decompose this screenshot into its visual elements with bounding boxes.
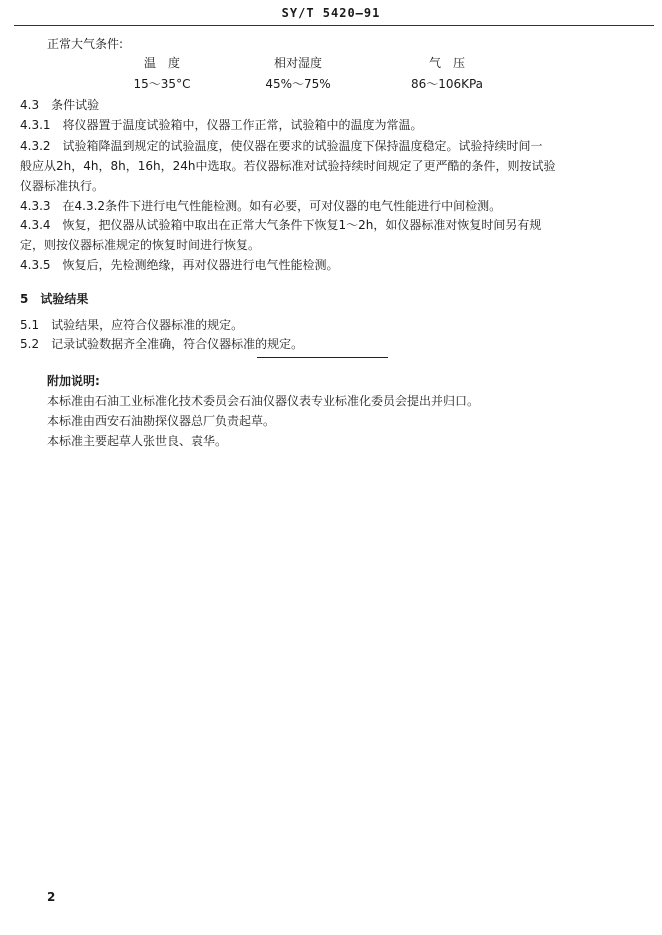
section-4-3-2-line-1: 4.3.2 试验箱降温到规定的试验温度，使仪器在要求的试验温度下保持温度稳定。试验持续时间一 [20, 139, 543, 153]
section-5-2: 5.2 记录试验数据齐全准确，符合仪器标准的规定。 [20, 337, 304, 351]
humidity-value: 45%～75% [265, 77, 331, 91]
additional-notes-title: 附加说明: [47, 374, 100, 388]
header-rule [14, 25, 654, 26]
section-4-3-5: 4.3.5 恢复后，先检测绝缘，再对仪器进行电气性能检测。 [20, 258, 339, 272]
section-4-3-1: 4.3.1 将仪器置于温度试验箱中，仪器工作正常，试验箱中的温度为常温。 [20, 118, 423, 132]
section-5-heading: 5 试验结果 [20, 292, 89, 306]
end-of-standard-rule [257, 357, 388, 358]
section-4-3-heading: 4.3 条件试验 [20, 98, 100, 112]
pressure-value: 86～106KPa [410, 77, 484, 91]
section-4-3-2-line-2: 般应从2h，4h，8h，16h，24h中选取。若仪器标准对试验持续时间规定了更严酷的条件，则按试验 [20, 159, 556, 173]
pressure-header: 气 压 [428, 56, 465, 70]
section-4-3-2-line-3: 仪器标准执行。 [20, 179, 105, 193]
section-4-3-4-line-1: 4.3.4 恢复，把仪器从试验箱中取出在正常大气条件下恢复1～2h，如仪器标准对恢复时间另有规 [20, 218, 542, 232]
additional-note-line: 本标准由西安石油勘探仪器总厂负责起草。 [47, 414, 276, 428]
atmospheric-conditions-title: 正常大气条件: [47, 37, 124, 51]
section-4-3-3: 4.3.3 在4.3.2条件下进行电气性能检测。如有必要，可对仪器的电气性能进行中间检测。 [20, 199, 502, 213]
additional-note-line: 本标准主要起草人张世良、袁华。 [47, 434, 228, 448]
standard-code-header: SY/T 5420—91 [281, 6, 381, 20]
page-number: 2 [47, 890, 56, 904]
temperature-header: 温 度 [143, 56, 180, 70]
humidity-header: 相对湿度 [273, 56, 322, 70]
additional-note-line: 本标准由石油工业标准化技术委员会石油仪器仪表专业标准化委员会提出并归口。 [47, 394, 480, 408]
section-4-3-4-line-2: 定，则按仪器标准规定的恢复时间进行恢复。 [20, 238, 261, 252]
section-5-1: 5.1 试验结果，应符合仪器标准的规定。 [20, 318, 244, 332]
temperature-value: 15～35°C [133, 77, 191, 91]
